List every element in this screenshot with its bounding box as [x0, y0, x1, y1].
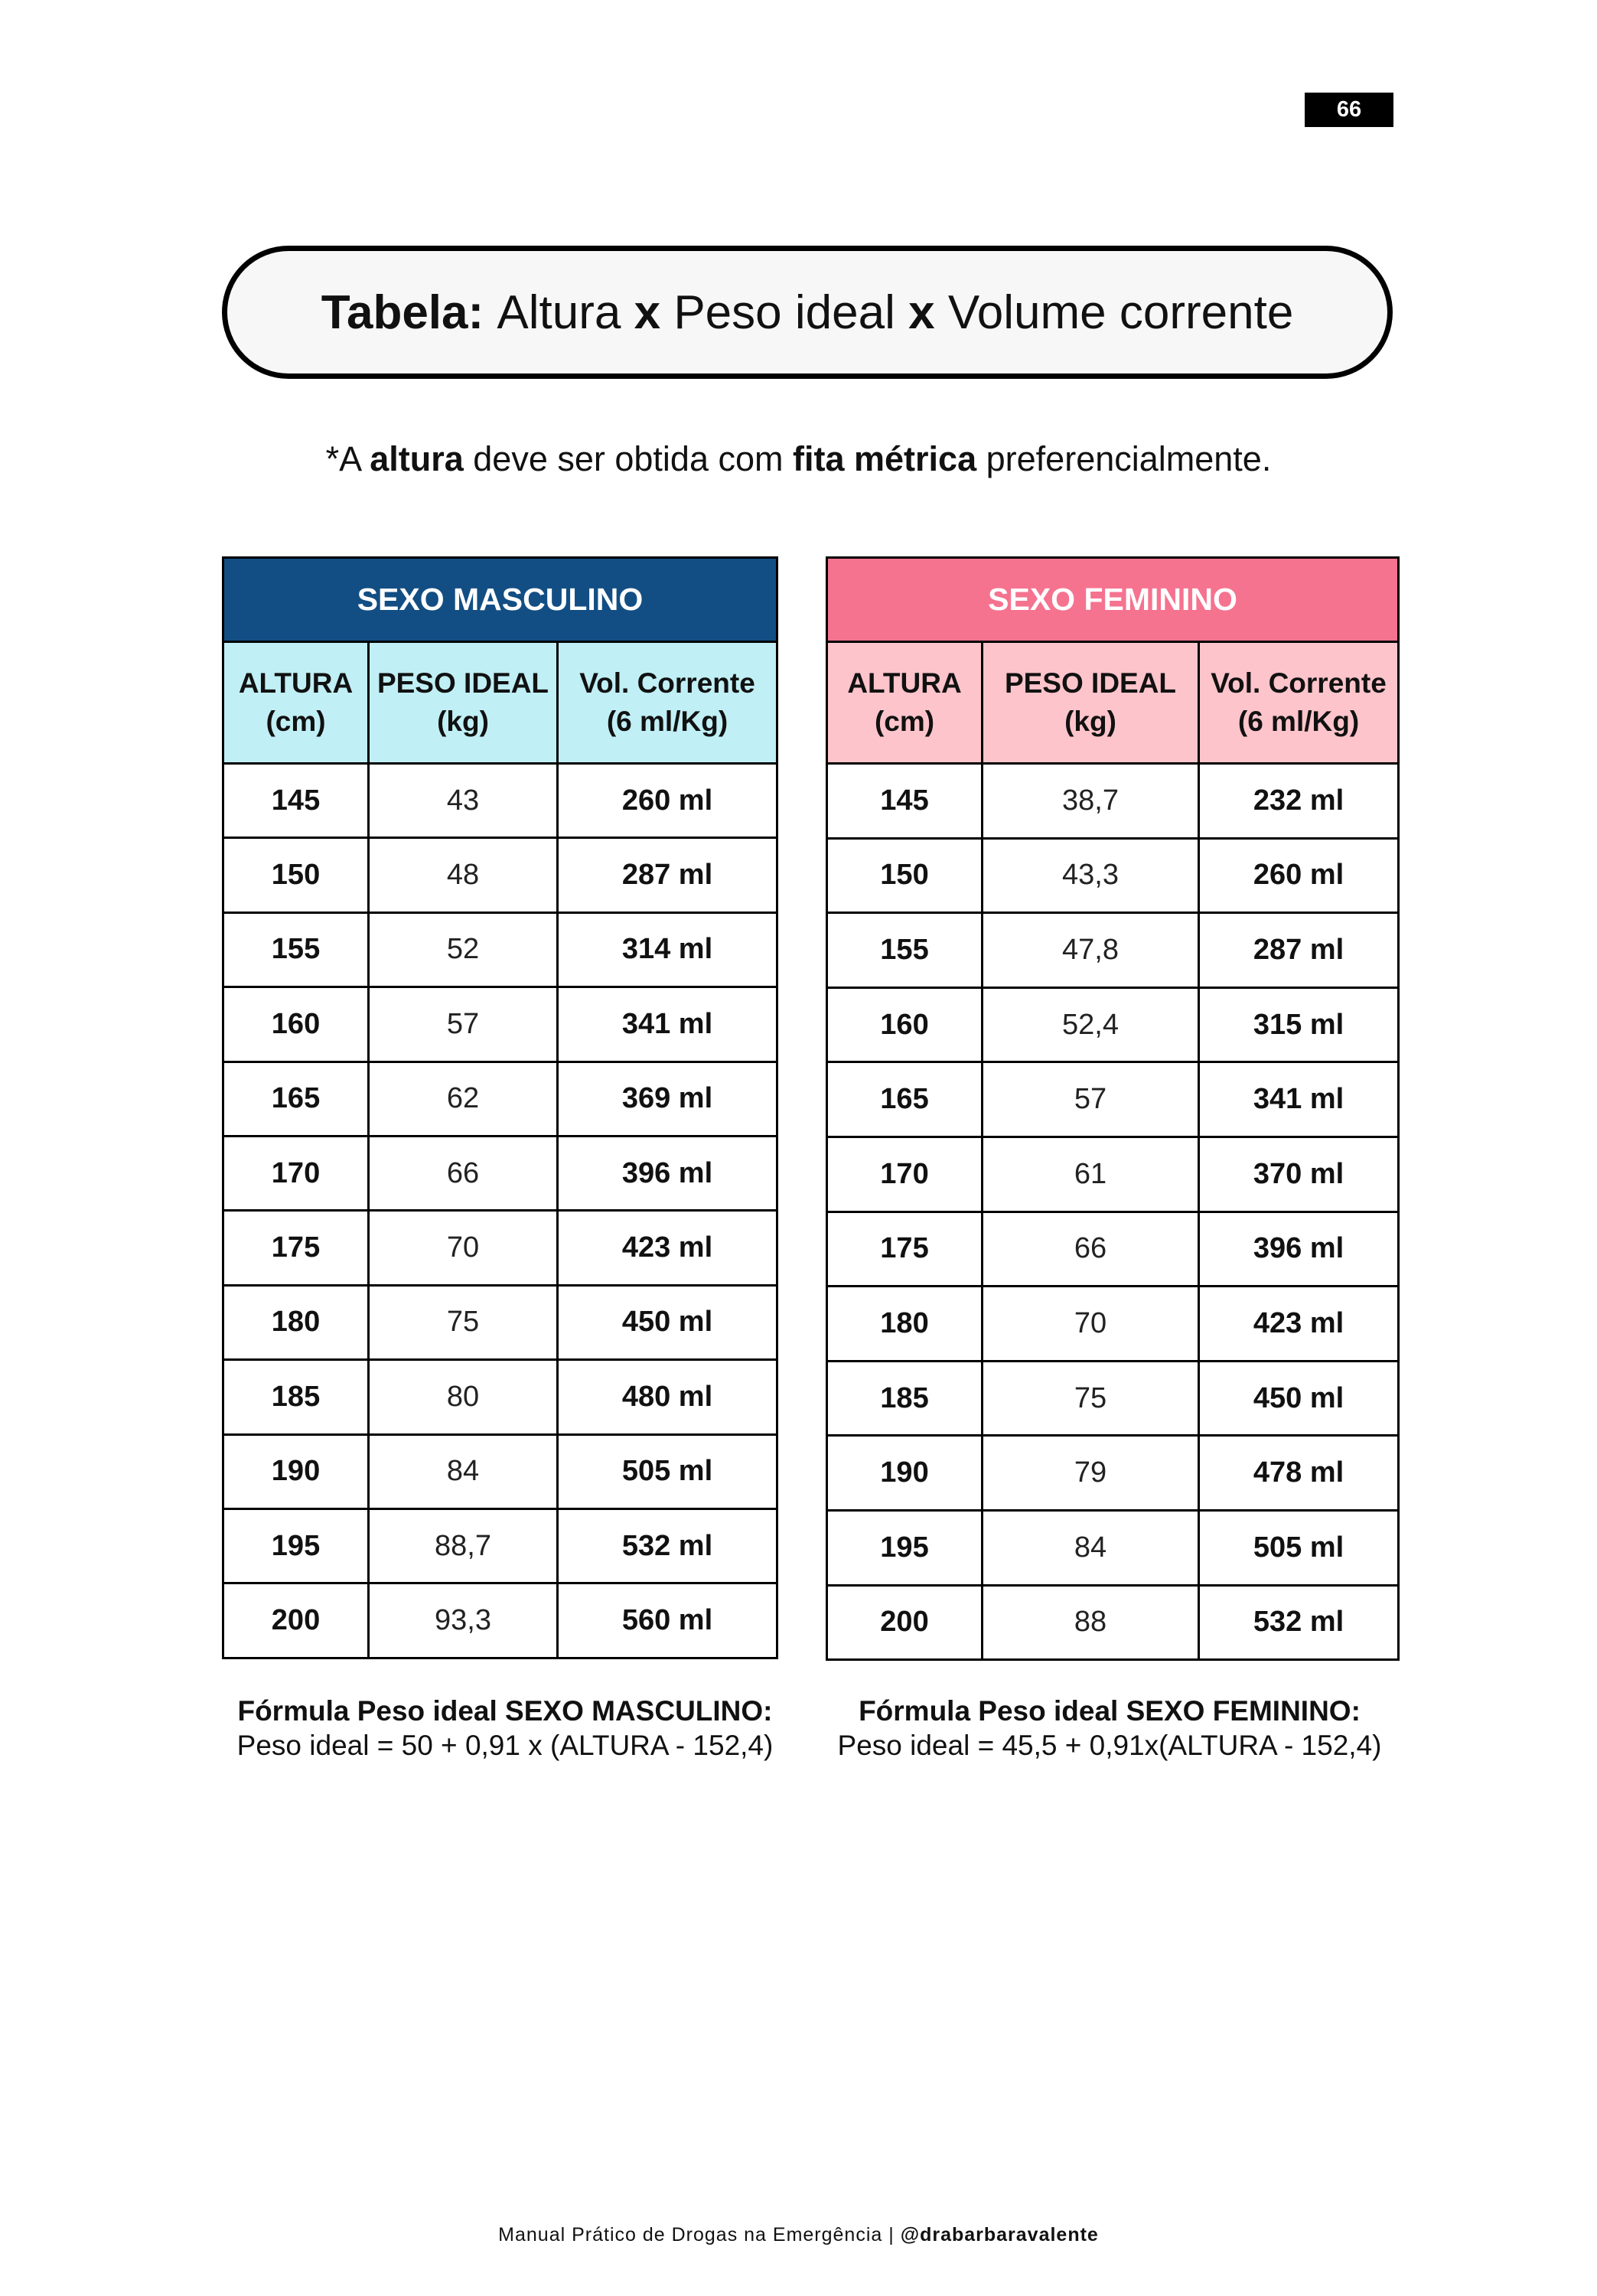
altura-cell: 170 [827, 1137, 983, 1212]
male-table [222, 556, 778, 1659]
table-row [223, 1508, 777, 1583]
table-row [827, 1585, 1399, 1660]
measurement-note [0, 439, 1597, 479]
vol-corrente-cell: 315 ml [1199, 987, 1399, 1062]
table-row [827, 1287, 1399, 1362]
table-row [223, 1434, 777, 1508]
altura-cell: 190 [827, 1436, 983, 1511]
vol-corrente-cell: 423 ml [1199, 1287, 1399, 1362]
vol-corrente-cell: 287 ml [558, 838, 777, 912]
peso-ideal-cell: 70 [983, 1287, 1199, 1362]
note-text: deve ser obtida com [473, 439, 784, 478]
page-number: 66 [1305, 93, 1393, 127]
altura-cell: 185 [223, 1360, 369, 1434]
male-formula-text: Peso ideal = 50 + 0,91 x (ALTURA - 152,4) [236, 1730, 774, 1761]
table-row [223, 764, 777, 838]
peso-ideal-cell: 57 [369, 987, 558, 1062]
table-row [223, 987, 777, 1062]
peso-ideal-cell: 75 [369, 1285, 558, 1359]
page-title [222, 246, 1393, 379]
column-header-altura: ALTURA (cm) [827, 642, 983, 764]
male-formula [214, 1694, 796, 1763]
peso-ideal-cell: 70 [369, 1211, 558, 1285]
table-row [223, 912, 777, 987]
column-header-peso-ideal: PESO IDEAL (kg) [369, 642, 558, 764]
title-part-altura: Altura [497, 285, 621, 339]
peso-ideal-cell: 79 [983, 1436, 1199, 1511]
vol-corrente-cell: 532 ml [1199, 1585, 1399, 1660]
table-row [223, 1583, 777, 1658]
vol-corrente-cell: 480 ml [558, 1360, 777, 1434]
peso-ideal-cell: 66 [369, 1136, 558, 1210]
peso-ideal-cell: 43 [369, 764, 558, 838]
altura-cell: 155 [223, 912, 369, 987]
vol-corrente-cell: 450 ml [558, 1285, 777, 1359]
table-row [827, 1212, 1399, 1287]
vol-corrente-cell: 287 ml [1199, 913, 1399, 988]
table-row [827, 1510, 1399, 1585]
table-row [223, 1360, 777, 1434]
table-row [827, 1436, 1399, 1511]
altura-cell: 145 [223, 764, 369, 838]
vol-corrente-cell: 396 ml [558, 1136, 777, 1210]
table-row [827, 764, 1399, 839]
vol-corrente-cell: 314 ml [558, 912, 777, 987]
vol-corrente-cell: 532 ml [558, 1508, 777, 1583]
peso-ideal-cell: 62 [369, 1062, 558, 1136]
vol-corrente-cell: 341 ml [1199, 1062, 1399, 1137]
altura-cell: 190 [223, 1434, 369, 1508]
table-row [827, 1062, 1399, 1137]
table-row [827, 1137, 1399, 1212]
page-footer [0, 2224, 1597, 2246]
vol-corrente-cell: 505 ml [558, 1434, 777, 1508]
note-text: *A [325, 439, 360, 478]
vol-corrente-cell: 560 ml [558, 1583, 777, 1658]
title-part-peso: Peso ideal [673, 285, 895, 339]
altura-cell: 180 [827, 1287, 983, 1362]
table-row [223, 1285, 777, 1359]
vol-corrente-cell: 232 ml [1199, 764, 1399, 839]
altura-cell: 175 [223, 1211, 369, 1285]
column-header-vol-corrente: Vol. Corrente (6 ml/Kg) [558, 642, 777, 764]
vol-corrente-cell: 505 ml [1199, 1510, 1399, 1585]
altura-cell: 195 [827, 1510, 983, 1585]
altura-cell: 160 [223, 987, 369, 1062]
column-header-peso-ideal: PESO IDEAL (kg) [983, 642, 1199, 764]
peso-ideal-cell: 93,3 [369, 1583, 558, 1658]
title-prefix: Tabela: [321, 285, 484, 339]
vol-corrente-cell: 341 ml [558, 987, 777, 1062]
peso-ideal-cell: 57 [983, 1062, 1199, 1137]
vol-corrente-cell: 450 ml [1199, 1361, 1399, 1436]
altura-cell: 150 [223, 838, 369, 912]
altura-cell: 185 [827, 1361, 983, 1436]
altura-cell: 165 [827, 1062, 983, 1137]
altura-cell: 150 [827, 838, 983, 913]
footer-handle: @drabarbaravalente [900, 2224, 1099, 2245]
column-header-altura: ALTURA (cm) [223, 642, 369, 764]
table-row [223, 838, 777, 912]
table-row [827, 913, 1399, 988]
peso-ideal-cell: 48 [369, 838, 558, 912]
table-row [223, 1136, 777, 1210]
table-row [827, 838, 1399, 913]
peso-ideal-cell: 66 [983, 1212, 1199, 1287]
peso-ideal-cell: 52 [369, 912, 558, 987]
female-table [826, 556, 1400, 1661]
peso-ideal-cell: 61 [983, 1137, 1199, 1212]
title-part-volume: Volume corrente [947, 285, 1294, 339]
vol-corrente-cell: 369 ml [558, 1062, 777, 1136]
male-table-heading: SEXO MASCULINO [223, 558, 777, 642]
peso-ideal-cell: 88,7 [369, 1508, 558, 1583]
altura-cell: 200 [827, 1585, 983, 1660]
footer-text: Manual Prático de Drogas na Emergência | [498, 2224, 895, 2245]
vol-corrente-cell: 370 ml [1199, 1137, 1399, 1212]
peso-ideal-cell: 38,7 [983, 764, 1199, 839]
table-row [827, 1361, 1399, 1436]
title-separator: x [634, 285, 661, 339]
vol-corrente-cell: 260 ml [1199, 838, 1399, 913]
note-bold: altura [370, 439, 464, 478]
peso-ideal-cell: 52,4 [983, 987, 1199, 1062]
female-formula [807, 1694, 1412, 1763]
female-formula-title: Fórmula Peso ideal SEXO FEMININO: [859, 1695, 1361, 1727]
peso-ideal-cell: 84 [369, 1434, 558, 1508]
column-header-vol-corrente: Vol. Corrente (6 ml/Kg) [1199, 642, 1399, 764]
note-text: preferencialmente. [986, 439, 1272, 478]
title-separator: x [908, 285, 935, 339]
peso-ideal-cell: 88 [983, 1585, 1199, 1660]
altura-cell: 195 [223, 1508, 369, 1583]
peso-ideal-cell: 80 [369, 1360, 558, 1434]
vol-corrente-cell: 396 ml [1199, 1212, 1399, 1287]
altura-cell: 160 [827, 987, 983, 1062]
peso-ideal-cell: 43,3 [983, 838, 1199, 913]
table-row [223, 1062, 777, 1136]
note-bold: fita métrica [793, 439, 977, 478]
altura-cell: 180 [223, 1285, 369, 1359]
altura-cell: 155 [827, 913, 983, 988]
table-row [827, 987, 1399, 1062]
male-formula-title: Fórmula Peso ideal SEXO MASCULINO: [237, 1695, 773, 1727]
altura-cell: 170 [223, 1136, 369, 1210]
altura-cell: 200 [223, 1583, 369, 1658]
peso-ideal-cell: 84 [983, 1510, 1199, 1585]
female-table-heading: SEXO FEMININO [827, 558, 1399, 642]
altura-cell: 165 [223, 1062, 369, 1136]
table-row [223, 1211, 777, 1285]
peso-ideal-cell: 75 [983, 1361, 1199, 1436]
altura-cell: 175 [827, 1212, 983, 1287]
vol-corrente-cell: 423 ml [558, 1211, 777, 1285]
female-formula-text: Peso ideal = 45,5 + 0,91x(ALTURA - 152,4) [837, 1730, 1382, 1761]
altura-cell: 145 [827, 764, 983, 839]
peso-ideal-cell: 47,8 [983, 913, 1199, 988]
vol-corrente-cell: 478 ml [1199, 1436, 1399, 1511]
vol-corrente-cell: 260 ml [558, 764, 777, 838]
